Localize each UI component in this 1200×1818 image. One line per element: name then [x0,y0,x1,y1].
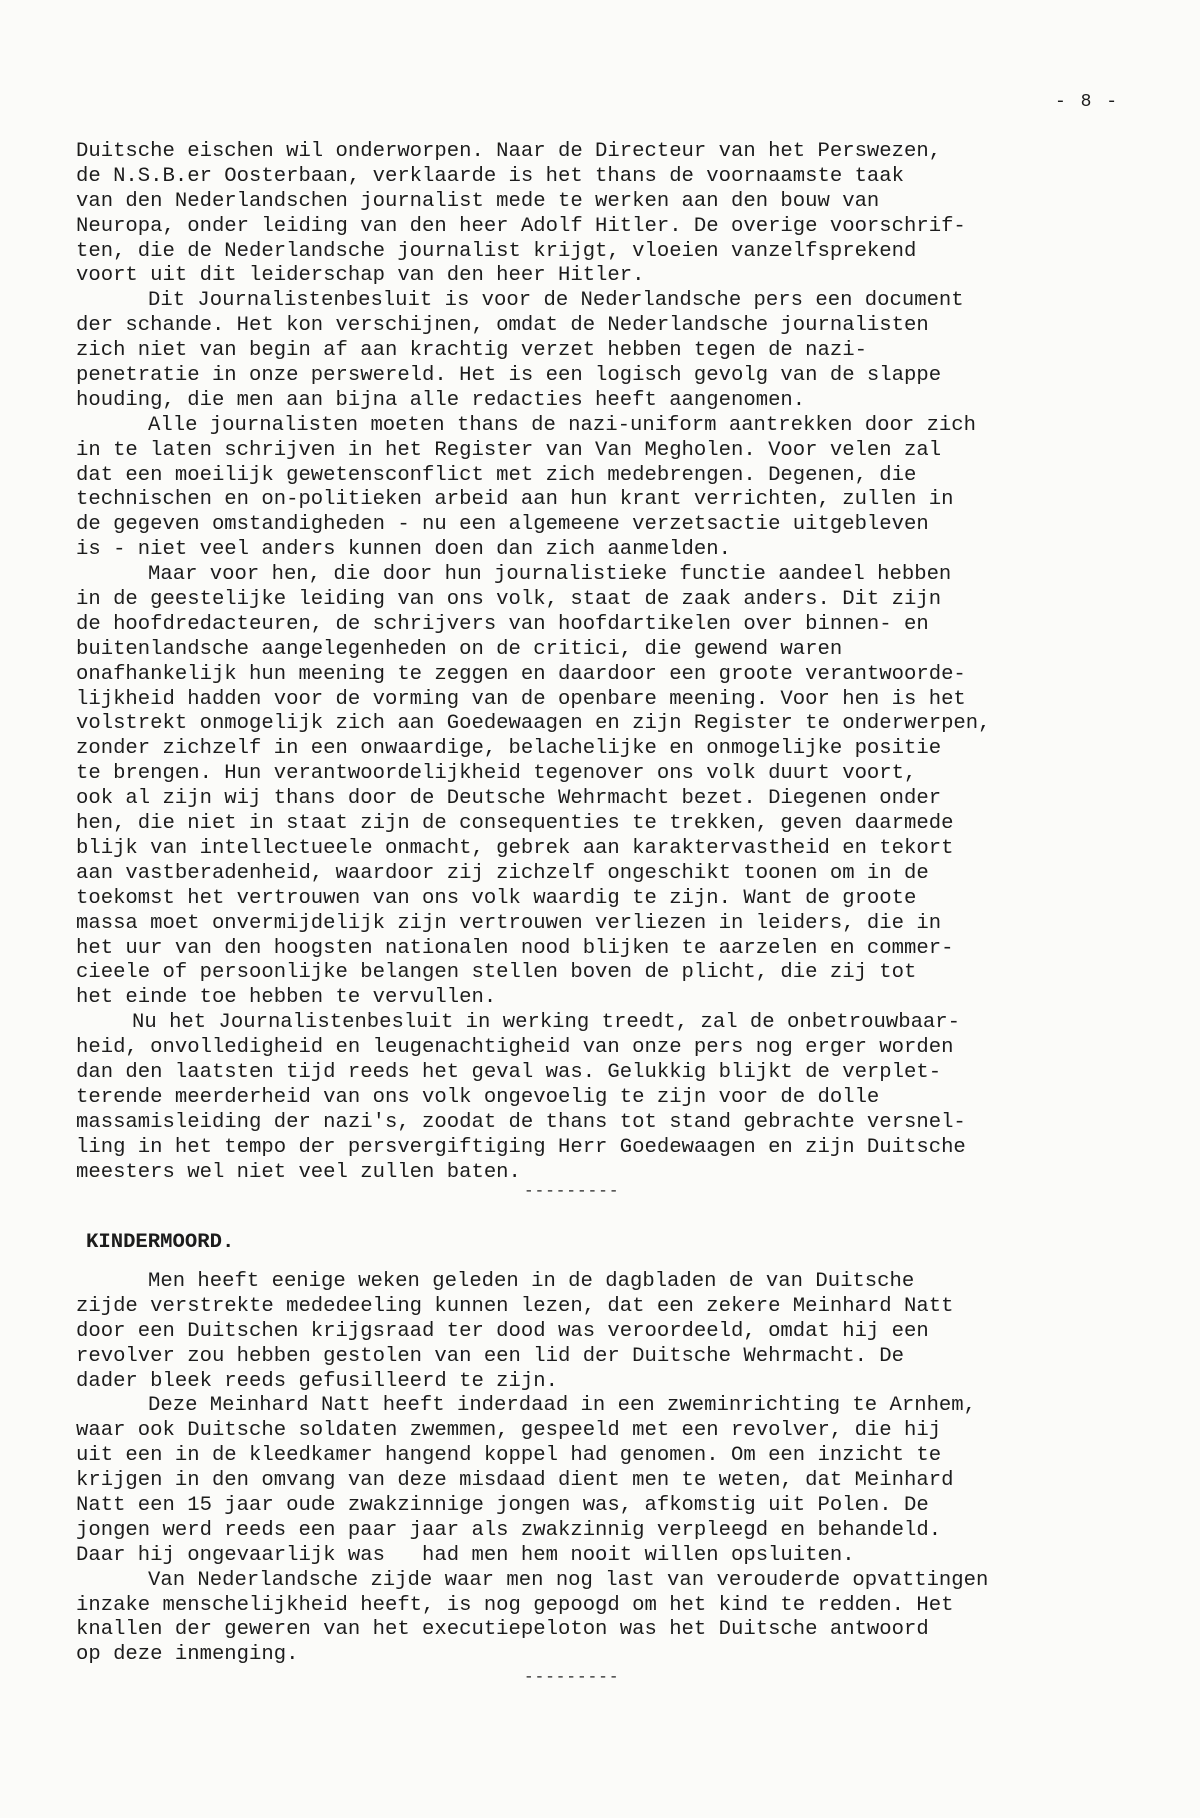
text-line: waar ook Duitsche soldaten zwemmen, gespeeld met een revolver, die hij [76,1419,942,1443]
text-line: massa moet onvermijdelijk zijn vertrouwen verliezen in leiders, die in [76,911,942,935]
kindermoord-section [76,1270,1136,1668]
text-line: aan vastberadenheid, waardoor zij zichzelf ongeschikt toonen om in de [76,861,929,885]
text-line: ook al zijn wij thans door de Deutsche Wehrmacht bezet. Diegenen onder [76,787,942,811]
paragraph-start-line: Deze Meinhard Natt heeft inderdaad in een zweminrichting te Arnhem, [148,1394,977,1418]
text-line: voort uit dit leiderschap van den heer Hitler. [76,264,645,288]
text-line: zijde verstrekte mededeeling kunnen lezen, dat een zekere Meinhard Natt [76,1294,954,1318]
text-line: toekomst het vertrouwen van ons volk waardig te zijn. Want de groote [76,886,917,910]
text-line: het uur van den hoogsten nationalen nood blijken te aarzelen en commer- [76,936,954,960]
text-line: dader bleek reeds gefusilleerd te zijn. [76,1369,558,1393]
text-line: der schande. Het kon verschijnen, omdat de Nederlandsche journalisten [76,314,929,338]
text-line: jongen werd reeds een paar jaar als zwakzinnig verpleegd en behandeld. [76,1518,942,1542]
journalism-section [76,140,1136,1185]
section-separator: --------- [524,1668,620,1686]
text-line: de gegeven omstandigheden - nu een algemeene verzetsactie uitgebleven [76,513,929,537]
text-line: dan den laatsten tijd reeds het geval was. Gelukkig blijkt de verplet- [76,1060,942,1084]
paragraph-start-line: Nu het Journalistenbesluit in werking treedt, zal de onbetrouwbaar- [132,1011,961,1035]
text-line: cieele of persoonlijke belangen stellen boven de plicht, die zij tot [76,961,917,985]
text-line: Neuropa, onder leiding van den heer Adolf Hitler. De overige voorschrif- [76,214,966,238]
text-line: lijkheid hadden voor de vorming van de openbare meening. Voor hen is het [76,687,966,711]
text-line: massamisleiding der nazi's, zoodat de thans tot stand gebrachte versnel- [76,1110,966,1134]
text-line: onafhankelijk hun meening te zeggen en daardoor een groote verantwoorde- [76,662,966,686]
text-line: heid, onvolledigheid en leugenachtigheid van onze pers nog erger worden [76,1036,954,1060]
text-line: Duitsche eischen wil onderworpen. Naar de Directeur van het Perswezen, [76,140,942,163]
text-line: is - niet veel anders kunnen doen dan zich aanmelden. [76,538,731,562]
text-line: zonder zichzelf in een onwaardige, belachelijke en onmogelijke positie [76,737,942,761]
text-line: meesters wel niet veel zullen baten. [76,1160,521,1184]
text-line: knallen der geweren van het executiepeloton was het Duitsche antwoord [76,1618,929,1642]
text-line: blijk van intellectueele onmacht, gebrek aan karaktervastheid en tekort [76,836,954,860]
text-line: inzake menschelijkheid heeft, is nog gepoogd om het kind te redden. Het [76,1593,954,1617]
text-line: ten, die de Nederlandsche journalist krijgt, vloeien vanzelfsprekend [76,239,917,263]
page-number: - 8 - [1055,92,1120,112]
text-line: krijgen in den omvang van deze misdaad dient men te weten, dat Meinhard [76,1469,954,1493]
text-line: op deze inmenging. [76,1643,299,1667]
section-heading: KINDERMOORD. [86,1231,235,1254]
text-line: hen, die niet in staat zijn de consequenties te trekken, geven daarmede [76,812,954,836]
text-line: te brengen. Hun verantwoordelijkheid tegenover ons volk duurt voort, [76,762,917,786]
text-line: ling in het tempo der persvergiftiging Herr Goedewaagen en zijn Duitsche [76,1135,966,1159]
text-line: door een Duitschen krijgsraad ter dood was veroordeeld, omdat hij een [76,1319,929,1343]
text-line: de hoofdredacteuren, de schrijvers van hoofdartikelen over binnen- en [76,612,929,636]
text-line: zich niet van begin af aan krachtig verzet hebben tegen de nazi- [76,339,867,363]
text-line: technischen en on-politieken arbeid aan hun krant verrichten, zullen in [76,488,954,512]
text-line: Daar hij ongevaarlijk was had men hem nooit willen opsluiten. [76,1543,855,1567]
text-line: in de geestelijke leiding van ons volk, staat de zaak anders. Dit zijn [76,588,942,612]
paragraph-start-line: Dit Journalistenbesluit is voor de Nederlandsche pers een document [148,289,964,313]
text-line: in te laten schrijven in het Register van Van Megholen. Voor velen zal [76,438,942,462]
text-line: revolver zou hebben gestolen van een lid der Duitsche Wehrmacht. De [76,1344,905,1368]
paragraph-start-line: Alle journalisten moeten thans de nazi-uniform aantrekken door zich [148,413,977,437]
text-line: terende meerderheid van ons volk ongevoelig te zijn voor de dolle [76,1085,880,1109]
text-line: volstrekt onmogelijk zich aan Goedewaagen en zijn Register te onderwerpen, [76,712,991,736]
paragraph-start-line: Van Nederlandsche zijde waar men nog last van verouderde opvattingen [148,1568,989,1592]
text-line: de N.S.B.er Oosterbaan, verklaarde is het thans de voornaamste taak [76,164,905,188]
text-line: buitenlandsche aangelegenheden on de critici, die gewend waren [76,637,843,661]
text-line: penetratie in onze perswereld. Het is een logisch gevolg van de slappe [76,364,942,388]
text-line: Natt een 15 jaar oude zwakzinnige jongen was, afkomstig uit Polen. De [76,1494,929,1518]
paragraph-start-line: Maar voor hen, die door hun journalistieke functie aandeel hebben [148,563,952,587]
text-line: dat een moeilijk gewetensconflict met zich medebrengen. Degenen, die [76,463,917,487]
text-line: houding, die men aan bijna alle redacties heeft aangenomen. [76,388,806,412]
text-line: het einde toe hebben te vervullen. [76,986,497,1010]
text-line: van den Nederlandschen journalist mede te werken aan den bouw van [76,189,880,213]
text-line: uit een in de kleedkamer hangend koppel had genomen. Om een inzicht te [76,1444,942,1468]
paragraph-start-line: Men heeft eenige weken geleden in de dagbladen de van Duitsche [148,1270,915,1293]
section-separator: --------- [524,1182,620,1200]
